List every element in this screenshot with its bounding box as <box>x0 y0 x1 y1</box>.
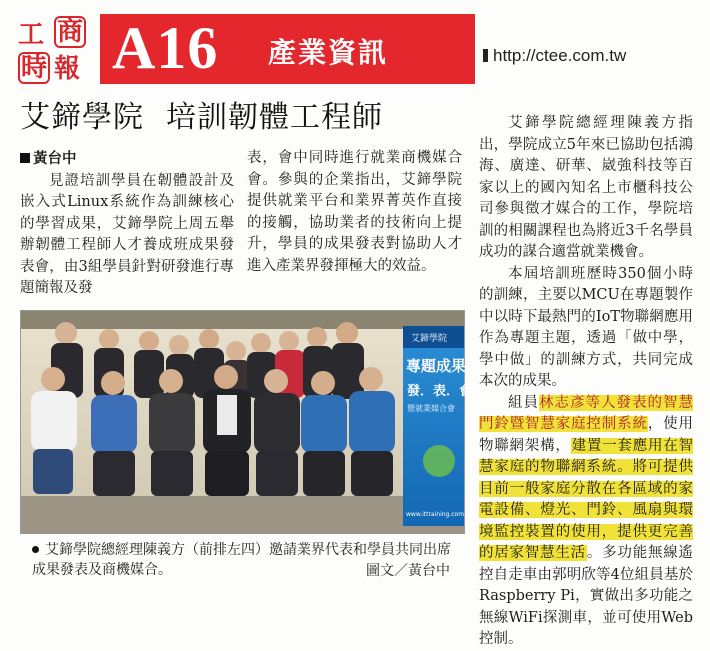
banner-website: www.ittraining.com.tw <box>406 511 474 518</box>
headline-main: 艾鍗學院 <box>20 100 144 135</box>
text-run: 。多功能無線遙控自走車由郭明欣等4位組員基於Raspberry Pi，實做出多功能之無線WiFi探測車，並可使用Web控制。 <box>479 545 694 647</box>
logo-char: 時 <box>18 52 50 84</box>
paragraph: 表，會中同時進行就業商機媒合會。參與的企業指出，艾鍗學院提供就業平台和業界菁英作直接的接觸，協助業者的技術向上提升，學員的成果發表對協助人才進入產業界發揮極大的效益。 <box>247 150 462 274</box>
event-banner <box>403 326 473 526</box>
headline-sub: 培訓韌體工程師 <box>166 100 383 135</box>
bullet-icon <box>32 546 39 553</box>
byline <box>20 150 77 167</box>
website-url <box>483 46 626 66</box>
section-title: 產業資訊 <box>268 36 389 69</box>
masthead <box>0 0 710 88</box>
text-run: 組員 <box>508 394 539 411</box>
article-column-3 <box>479 113 693 651</box>
banner-small-text: 暨就業媒合會 <box>407 404 455 413</box>
section-banner <box>100 14 475 84</box>
banner-line-1: 專題成果 <box>406 357 467 375</box>
article-column-2 <box>247 148 462 277</box>
paragraph <box>479 393 693 651</box>
group-photo <box>20 310 474 534</box>
highlighted-text: 建置一套應用在智慧家庭的物聯網系統。將可提供目前一般家庭分散在各區域的家電設備、燈光、門鈴、風扇與環境監控裝置的使用，提供更完善的居家智慧生活 <box>479 437 694 561</box>
paragraph: 見證培訓學員在韌體設計及嵌入式Linux系統作為訓練核心的學習成果，艾鍗學院上周五舉辦韌體工程師人才養成班成果發表會，由3組學員針對研發進行專題簡報及發 <box>20 172 234 296</box>
square-bullet-icon <box>20 153 30 163</box>
logo-char: 報 <box>54 54 81 84</box>
article-headline <box>20 95 465 140</box>
logo-char: 商 <box>54 16 86 48</box>
text-run: ，使用物聯網架構， <box>479 416 694 454</box>
paragraph: 艾鍗學院總經理陳義方指出，學院成立5年來已協助包括鴻海、廣達、研華、崴強科技等百家以上的國內知名上市櫃科技公司參與徵才媒合的工作，學院培訓的相關課程也為將近3千名學員成功的謀合適當就業機會。 <box>479 115 693 260</box>
newspaper-logo <box>18 18 86 86</box>
photo-credit: 圖文／黃台中 <box>366 563 450 579</box>
caption-text: 艾鍗學院總經理陳義方（前排左四）邀請業界代表和學員共同出席成果發表及商機媒合。 <box>32 542 451 578</box>
paragraph: 本屆培訓班歷時350個小時的訓練，主要以MCU在專題製作中以時下最熱門的IoT物聯網應用作為專題主題，透過「做中學，學中做」的訓練方式，共同完成本次的成果。 <box>479 265 693 389</box>
url-text: http://ctee.com.tw <box>493 46 627 65</box>
banner-top-text: 艾鍗學院 <box>411 334 448 344</box>
page-number: A16 <box>112 15 219 81</box>
banner-line-2: 發．表．會 <box>407 384 473 399</box>
logo-char: 工 <box>18 20 45 50</box>
highlighted-names: 林志彥等人發表的智慧門鈴暨智慧家庭控制系統 <box>479 394 693 432</box>
byline-author: 黃台中 <box>33 150 77 167</box>
square-bullet-icon <box>483 49 488 62</box>
article-column-1 <box>20 148 234 300</box>
